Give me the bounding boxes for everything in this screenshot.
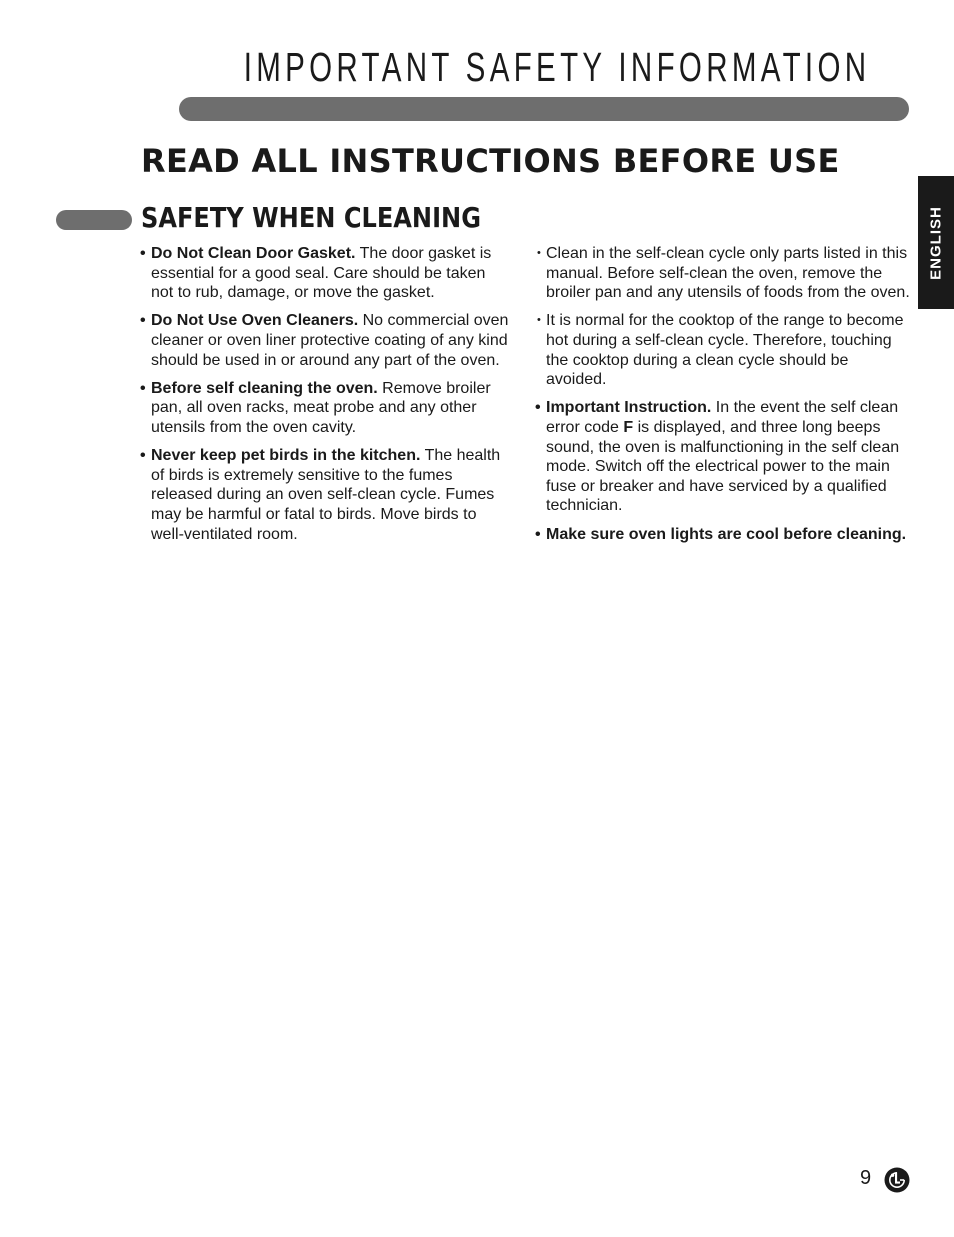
item-text: It is normal for the cooktop of the range to become hot during a self-clean cycle. Therefore, touching the cooktop during a clean cycle should be avoided.: [546, 312, 904, 389]
right-column: [535, 244, 913, 553]
language-tab: [918, 176, 954, 309]
bullet-icon: •: [537, 247, 541, 259]
list-item: [535, 398, 913, 516]
page-number: 9: [860, 1167, 872, 1189]
language-tab-label: ENGLISH: [927, 205, 945, 280]
list-item: [140, 446, 512, 544]
list-item: [140, 244, 512, 303]
item-text: The door gasket is essential for a good seal. Care should be taken not to rub, damage, or move the gasket.: [151, 245, 492, 302]
item-lead: Do Not Use Oven Cleaners.: [151, 312, 359, 330]
item-text: No commercial oven cleaner or oven liner protective coating of any kind should be used in or around any part of the oven.: [151, 312, 509, 369]
list-item: [535, 525, 913, 545]
list-item: [535, 311, 913, 389]
item-lead: Important Instruction.: [546, 399, 712, 417]
item-text: In the event the self clean error code: [546, 399, 899, 436]
main-heading: READ ALL INSTRUCTIONS BEFORE USE: [141, 142, 840, 180]
left-column: [140, 244, 512, 553]
lg-logo-icon: [884, 1167, 910, 1193]
list-item: [140, 311, 512, 370]
item-lead: Never keep pet birds in the kitchen.: [151, 447, 421, 465]
header-bar: [179, 97, 909, 121]
error-code: F: [623, 418, 634, 436]
bullet-icon: •: [537, 314, 541, 327]
bullet-icon: •: [140, 312, 146, 330]
item-text: Remove broiler pan, all oven racks, meat probe and any other utensils from the oven cavity.: [151, 379, 491, 436]
list-item: [535, 244, 913, 303]
bullet-icon: •: [535, 525, 541, 543]
item-lead: Before self cleaning the oven.: [151, 379, 378, 397]
bullet-icon: •: [535, 399, 541, 417]
section-pill-decoration: [56, 210, 132, 230]
item-text: The health of birds is extremely sensitive to the fumes released during an oven self-clean cycle. Fumes may be harmful or fatal to birds. Move birds to well-ventilated room.: [151, 447, 501, 543]
item-text: is displayed, and three long beeps sound, the oven is malfunctioning in the self clean mode. Switch off the electrical power to the main fuse or breaker and have serviced by a qualified technician.: [546, 418, 900, 515]
header-title: IMPORTANT SAFETY INFORMATION: [243, 44, 870, 90]
item-lead: Do Not Clean Door Gasket.: [151, 245, 356, 262]
bullet-icon: •: [140, 447, 146, 465]
bullet-icon: •: [140, 245, 146, 262]
section-heading: SAFETY WHEN CLEANING: [141, 201, 481, 234]
bullet-icon: •: [140, 379, 146, 397]
list-item: [140, 379, 512, 438]
item-text: Clean in the self-clean cycle only parts listed in this manual. Before self-clean the oven, remove the broiler pan and any utensils of foods from the oven.: [546, 245, 910, 302]
item-lead: Make sure oven lights are cool before cleaning.: [546, 525, 907, 543]
